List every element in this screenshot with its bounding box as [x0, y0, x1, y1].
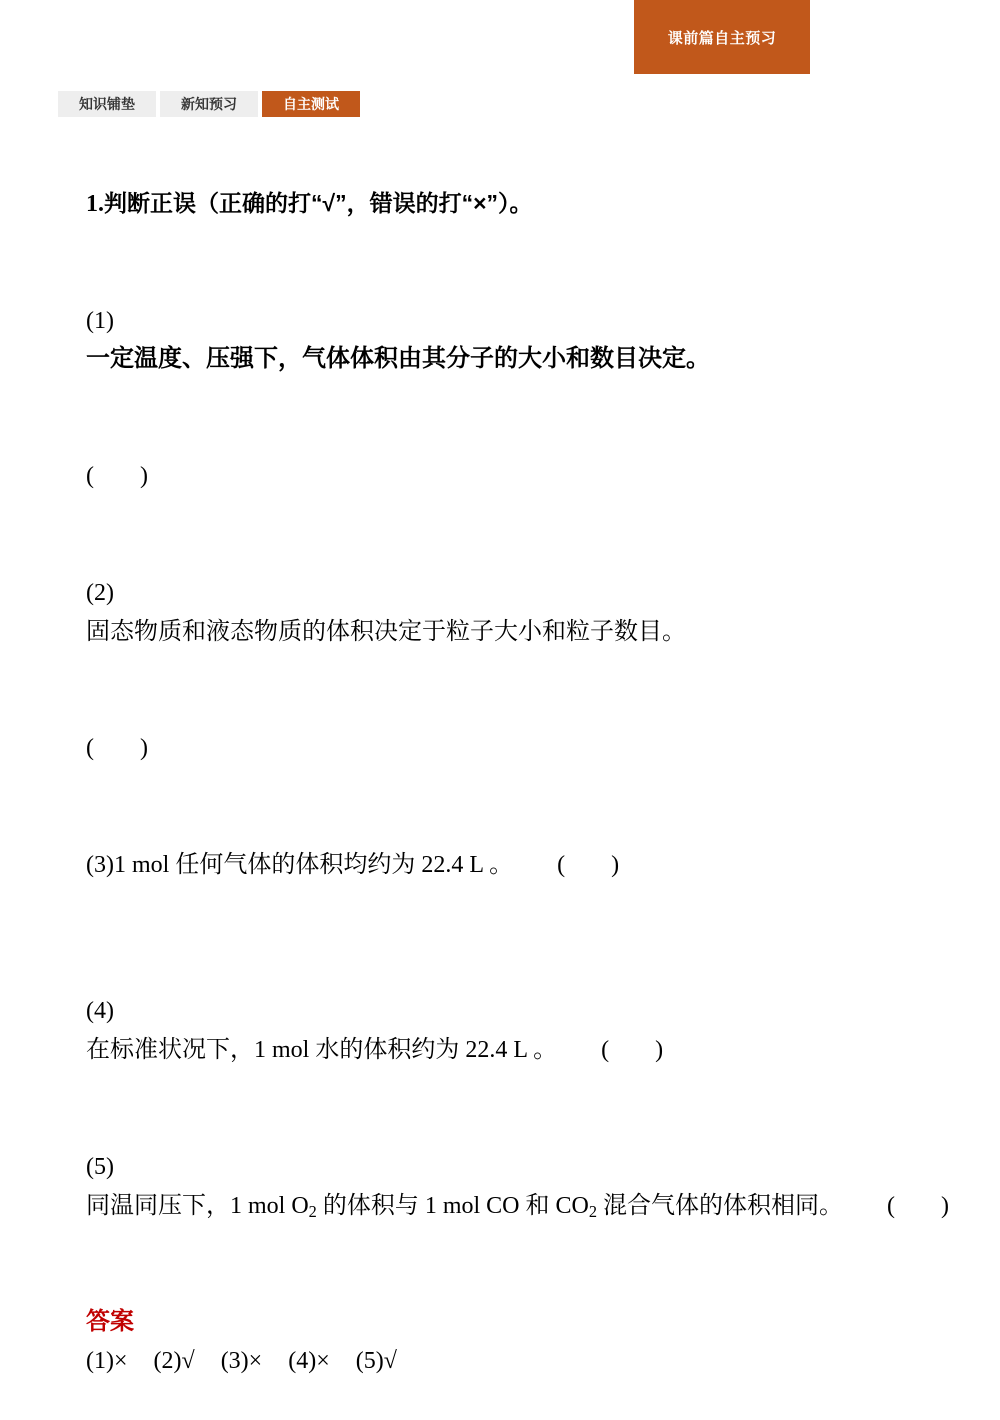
question-item-2	[62, 535, 952, 691]
answer-label: 答案	[86, 1308, 134, 1335]
answer-value-1: (1)×	[86, 1348, 128, 1374]
answer-value-2: (2)√	[154, 1348, 195, 1374]
question-item-3	[62, 807, 952, 924]
question-number: 1.	[86, 191, 104, 217]
item-text-part3: 混合气体的体积相同。	[597, 1193, 843, 1219]
item-text-part1: 同温同压下，1 mol O	[86, 1193, 309, 1219]
bracket-open: (	[601, 1037, 609, 1063]
bracket-open: (	[557, 852, 565, 878]
question-title: 判断正误（正确的打“√”，错误的打“×”）。	[104, 190, 533, 216]
bracket-open: (	[86, 463, 94, 489]
question-item-5	[62, 1109, 952, 1265]
question-item-4	[62, 954, 952, 1110]
item-marker: (4)	[86, 998, 114, 1024]
item-text-part2: 的体积与 1 mol CO 和 CO	[317, 1193, 589, 1219]
bracket-close: )	[611, 852, 619, 878]
answer-blank-2	[62, 690, 952, 807]
item-marker: (2)	[86, 580, 114, 606]
tab-self-test[interactable]	[262, 91, 360, 117]
bracket-open: (	[86, 735, 94, 761]
bracket-close: )	[140, 735, 148, 761]
answer-value-4: (4)×	[288, 1348, 330, 1374]
item-text: 一定温度、压强下，气体体积由其分子的大小和数目决定。	[86, 345, 710, 372]
tab-label: 新知预习	[181, 96, 237, 112]
spacer	[62, 924, 952, 954]
answer-value-3: (3)×	[221, 1348, 263, 1374]
item-text: 固态物质和液态物质的体积决定于粒子大小和粒子数目。	[86, 619, 686, 645]
item-marker: (3)	[86, 852, 114, 878]
bracket-close: )	[140, 463, 148, 489]
answer-value-5: (5)√	[356, 1348, 397, 1374]
item-text: 在标准状况下，1 mol 水的体积约为 22.4 L 。	[86, 1037, 557, 1063]
header-banner-label: 课前篇自主预习	[668, 27, 777, 48]
item-marker: (1)	[86, 308, 114, 334]
question-heading	[62, 146, 952, 263]
tab-new-knowledge-preview[interactable]	[160, 91, 258, 117]
subscript-1: 2	[309, 1202, 317, 1221]
tab-knowledge-preparation[interactable]	[58, 91, 156, 117]
question-item-1	[62, 263, 952, 419]
bracket-close: )	[655, 1037, 663, 1063]
tab-label: 自主测试	[283, 96, 339, 112]
answer-row	[62, 1265, 952, 1420]
item-marker: (5)	[86, 1154, 114, 1180]
question-content	[62, 146, 952, 1420]
header-banner	[634, 0, 810, 74]
item-text: 1 mol 任何气体的体积均约为 22.4 L 。	[114, 852, 513, 878]
bracket-close: )	[941, 1193, 949, 1219]
answer-blank-1	[62, 418, 952, 535]
tab-label: 知识铺垫	[79, 96, 135, 112]
tab-strip	[58, 91, 360, 117]
bracket-open: (	[887, 1193, 895, 1219]
subscript-2: 2	[589, 1202, 597, 1221]
